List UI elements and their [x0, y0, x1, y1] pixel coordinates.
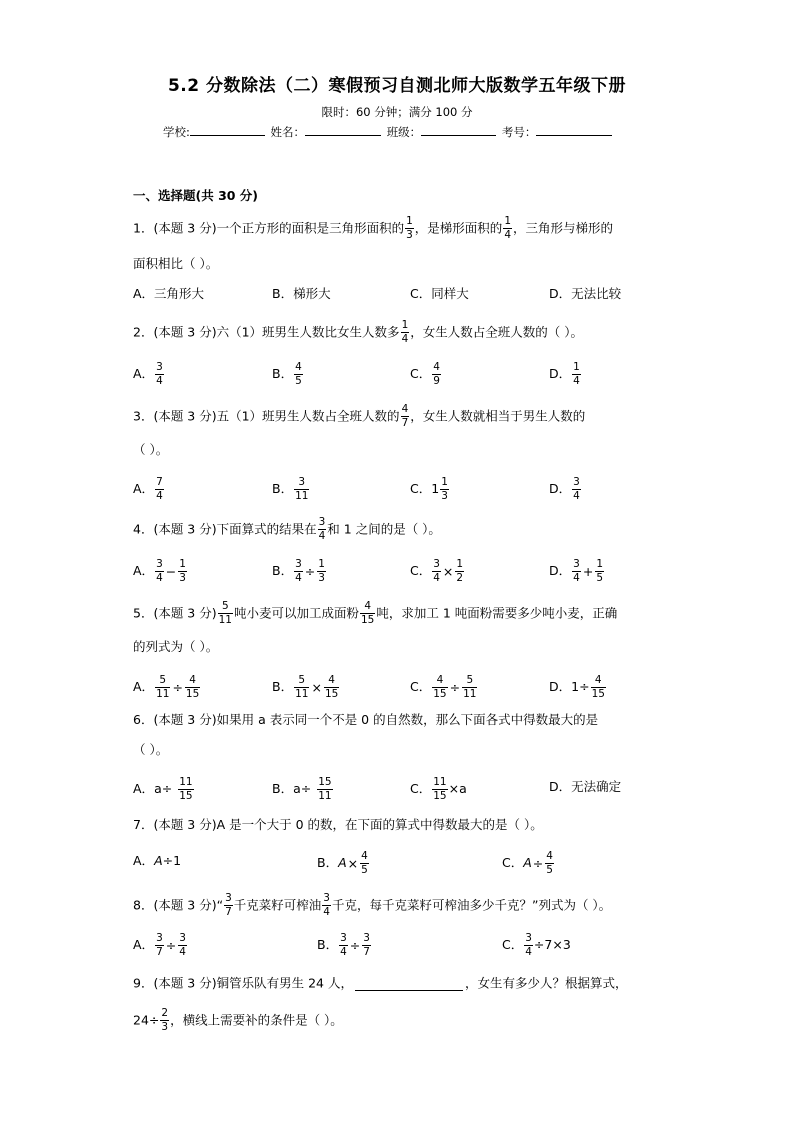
numerator: 3: [298, 476, 306, 488]
numerator: 3: [323, 892, 330, 904]
text-segment: 3．(本题 3 分)五（1）班男生人数占全班人数的: [133, 408, 400, 424]
denominator: 15: [179, 790, 193, 802]
text-segment: B．: [272, 781, 294, 796]
denominator: 4: [323, 906, 330, 918]
operator: ÷: [172, 679, 183, 695]
q7-option-a[interactable]: [133, 851, 181, 871]
numerator: 11: [433, 776, 447, 788]
denominator: 4: [156, 375, 163, 387]
numerator: 1: [318, 558, 325, 570]
q4-option-d[interactable]: [549, 559, 605, 584]
question-5-line2: 的列式为（ ）。: [133, 639, 219, 654]
school-label: 学校:: [163, 125, 190, 139]
text-segment: D．: [549, 481, 572, 496]
denominator: 3: [441, 490, 448, 502]
denominator: 3: [318, 572, 325, 584]
operator: ÷: [165, 937, 177, 953]
fraction: [218, 601, 233, 626]
fraction: [362, 933, 371, 958]
numerator: 3: [156, 558, 163, 570]
numerator: 1: [596, 558, 603, 570]
fraction: [432, 362, 441, 387]
numerator: 3: [573, 476, 580, 488]
denominator: 5: [295, 375, 302, 387]
text-segment: B．: [272, 481, 294, 496]
denominator: 5: [596, 572, 603, 584]
fraction: [401, 404, 410, 429]
numerator: 4: [364, 600, 372, 612]
text-segment: B．: [272, 679, 294, 694]
denominator: 4: [525, 946, 532, 958]
text-segment: B．: [317, 937, 339, 952]
text-segment: ，女生人数占全班人数的（ ）。: [410, 324, 583, 340]
numerator: 3: [156, 361, 163, 373]
numerator: 3: [340, 932, 347, 944]
q5-option-c[interactable]: [410, 675, 478, 700]
text-segment: 千克菜籽可榨油: [233, 897, 322, 913]
fraction: [524, 933, 533, 958]
numerator: 4: [594, 674, 602, 686]
fraction: [545, 851, 554, 876]
student-info-line: [163, 123, 614, 140]
denominator: 4: [340, 946, 347, 958]
q8-option-c[interactable]: [502, 933, 571, 958]
text-segment: A．: [133, 781, 155, 796]
denominator: 3: [406, 229, 413, 241]
q4-option-c[interactable]: [410, 559, 465, 584]
q7-option-c[interactable]: [502, 851, 555, 876]
fraction: [224, 893, 233, 918]
q3-option-b[interactable]: [272, 477, 310, 502]
class-label: 班级：: [386, 125, 422, 139]
q4-option-b[interactable]: [272, 559, 327, 584]
q4-option-a[interactable]: [133, 559, 188, 584]
numerator: 1: [504, 215, 511, 227]
q2-option-c[interactable]: [410, 362, 442, 387]
denominator: 11: [318, 790, 332, 802]
text-segment: 8．(本题 3 分)“: [133, 897, 224, 913]
numerator: 3: [573, 558, 580, 570]
numerator: 3: [363, 932, 370, 944]
text-segment: ÷1: [162, 853, 182, 868]
text-segment: D．: [549, 366, 572, 381]
numerator: 3: [433, 558, 440, 570]
question-8: [133, 893, 611, 918]
fraction: [591, 675, 606, 700]
numerator: 4: [546, 850, 553, 862]
text-segment: 1．(本题 3 分)一个正方形的面积是三角形面积的: [133, 220, 405, 236]
numerator: 4: [436, 674, 444, 686]
q1-option-b[interactable]: B．梯形大: [272, 286, 331, 301]
fraction: [155, 477, 164, 502]
question-3-line2: （ ）。: [133, 442, 169, 457]
fraction: [160, 1008, 169, 1033]
operator: ÷: [532, 855, 544, 871]
numerator: 4: [433, 361, 440, 373]
operator: −: [165, 563, 177, 579]
text-segment: 4．(本题 3 分)下面算式的结果在: [133, 521, 317, 537]
q2-option-d[interactable]: [549, 362, 582, 387]
fraction: [294, 675, 309, 700]
operator: ×: [311, 679, 322, 695]
denominator: 7: [363, 946, 370, 958]
fraction: [401, 320, 410, 345]
exam-no-field[interactable]: [536, 123, 612, 136]
answer-blank[interactable]: [355, 976, 463, 991]
text-segment: C．: [502, 937, 524, 952]
fraction: [178, 777, 193, 802]
fraction: [185, 675, 200, 700]
text-segment: A．: [133, 481, 155, 496]
operator: +: [582, 563, 594, 579]
text-segment: A: [338, 855, 347, 870]
fraction: [178, 559, 187, 584]
text-segment: A．: [133, 853, 155, 868]
numerator: 3: [525, 932, 532, 944]
numerator: 3: [295, 558, 302, 570]
fraction: [317, 559, 326, 584]
fraction: [294, 362, 303, 387]
q2-option-b[interactable]: [272, 362, 304, 387]
exam-no-label: 考号：: [501, 125, 537, 139]
q5-option-a[interactable]: [133, 675, 201, 700]
denominator: 15: [433, 790, 447, 802]
numerator: 3: [156, 932, 163, 944]
question-2: [133, 320, 583, 345]
text-segment: D．: [549, 563, 572, 578]
name-field[interactable]: [305, 123, 381, 136]
denominator: 15: [591, 688, 605, 700]
text-segment: B．: [317, 855, 339, 870]
q6-option-d[interactable]: D．无法确定: [549, 779, 622, 794]
time-limit-text: 限时：60 分钟；满分 100 分: [321, 105, 473, 119]
text-segment: 吨，求加工 1 吨面粉需要多少吨小麦，正确: [376, 605, 618, 621]
fraction: [360, 601, 375, 626]
text-segment: A．: [133, 366, 155, 381]
numerator: 4: [189, 674, 196, 686]
numerator: 11: [179, 776, 193, 788]
denominator: 4: [156, 572, 163, 584]
operator: ÷: [449, 679, 461, 695]
text-segment: A．: [133, 563, 155, 578]
denominator: 15: [185, 688, 200, 700]
numerator: 5: [159, 674, 167, 686]
denominator: 4: [401, 333, 409, 345]
text-segment: 2．(本题 3 分)六（1）班男生人数比女生人数多: [133, 324, 400, 340]
fraction: [405, 216, 414, 241]
text-segment: 1: [431, 481, 440, 496]
fraction: [462, 675, 477, 700]
q6-option-a[interactable]: [133, 777, 195, 802]
page-title: 5.2 分数除法（二）寒假预习自测北师大版数学五年级下册: [167, 76, 627, 96]
numerator: 1: [573, 361, 580, 373]
numerator: 5: [298, 674, 306, 686]
text-segment: A: [523, 855, 532, 870]
question-1-line2: 面积相比（ ）。: [133, 256, 219, 271]
question-3: [133, 404, 585, 429]
q7-option-b[interactable]: [317, 851, 370, 876]
text-segment: ，三角形与梯形的: [513, 220, 614, 236]
text-segment: 千克，每千克菜籽可榨油多少千克？”列式为（ ）。: [331, 897, 612, 913]
text-segment: B．: [272, 366, 294, 381]
denominator: 7: [156, 946, 163, 958]
fraction: [178, 933, 187, 958]
denominator: 11: [463, 688, 477, 700]
fraction: [294, 559, 303, 584]
text-segment: C．: [410, 481, 432, 496]
question-4: [133, 517, 441, 542]
denominator: 4: [573, 572, 580, 584]
denominator: 15: [361, 614, 375, 626]
numerator: 4: [295, 361, 302, 373]
text-segment: C．: [410, 781, 432, 796]
operator: ×: [442, 563, 454, 579]
q2-option-a[interactable]: [133, 362, 165, 387]
denominator: 4: [179, 946, 186, 958]
fraction: [455, 559, 464, 584]
school-field[interactable]: [190, 123, 265, 136]
q1-option-d[interactable]: D．无法比较: [549, 286, 622, 301]
text-segment: 吨小麦可以加工成面粉: [233, 605, 359, 621]
q8-option-b[interactable]: [317, 933, 372, 958]
fraction: [318, 517, 327, 542]
text-segment: ，女生有多少人？根据算式，: [464, 975, 628, 991]
denominator: 4: [573, 490, 580, 502]
fraction: [317, 777, 332, 802]
numerator: 1: [406, 215, 413, 227]
denominator: 4: [295, 572, 302, 584]
numerator: 5: [221, 600, 229, 612]
operator: ÷: [349, 937, 361, 953]
q3-option-d[interactable]: [549, 477, 582, 502]
denominator: 4: [433, 572, 440, 584]
fraction: [432, 675, 447, 700]
text-segment: C．: [410, 366, 432, 381]
denominator: 15: [433, 688, 447, 700]
denominator: 5: [361, 864, 368, 876]
q8-option-a[interactable]: [133, 933, 188, 958]
numerator: 15: [318, 776, 332, 788]
text-segment: B．: [272, 563, 294, 578]
numerator: 4: [401, 403, 409, 415]
fraction: [360, 851, 369, 876]
text-segment: ，是梯形面积的: [414, 220, 503, 236]
denominator: 4: [573, 375, 580, 387]
fraction: [155, 933, 164, 958]
numerator: 3: [179, 932, 186, 944]
name-label: 姓名：: [270, 125, 306, 139]
question-5: [133, 601, 617, 626]
fraction: [432, 777, 447, 802]
numerator: 1: [179, 558, 186, 570]
q1-option-c[interactable]: C．同样大: [410, 286, 469, 301]
numerator: 4: [361, 850, 368, 862]
question-9-line2: [133, 1008, 343, 1033]
fraction: [432, 559, 441, 584]
text-segment: C．: [502, 855, 524, 870]
denominator: 4: [318, 530, 326, 542]
denominator: 2: [456, 572, 464, 584]
denominator: 9: [433, 375, 440, 387]
text-segment: 24÷: [133, 1012, 160, 1028]
text-segment: ×a: [448, 781, 467, 796]
numerator: 3: [225, 892, 232, 904]
text-segment: 和 1 之间的是（ ）。: [327, 521, 441, 537]
text-segment: 9．(本题 3 分)铜管乐队有男生 24 人，: [133, 975, 353, 991]
class-field[interactable]: [421, 123, 496, 136]
numerator: 1: [456, 558, 464, 570]
fraction: [572, 477, 581, 502]
question-6-line2: （ ）。: [133, 742, 169, 757]
denominator: 5: [546, 864, 553, 876]
q3-option-c[interactable]: [410, 477, 450, 502]
numerator: 5: [466, 674, 474, 686]
numerator: 4: [328, 674, 335, 686]
fraction: [503, 216, 512, 241]
denominator: 3: [179, 572, 186, 584]
denominator: 3: [161, 1021, 169, 1033]
denominator: 11: [295, 688, 309, 700]
q5-option-b[interactable]: [272, 675, 340, 700]
fraction: [155, 675, 170, 700]
numerator: 1: [441, 476, 448, 488]
denominator: 11: [156, 688, 170, 700]
denominator: 7: [401, 417, 409, 429]
text-segment: 1÷: [571, 679, 590, 694]
fraction: [339, 933, 348, 958]
section-title: 一、选择题(共 30 分): [133, 188, 259, 203]
operator: ÷: [304, 563, 316, 579]
fraction: [155, 362, 164, 387]
operator: ×: [347, 855, 359, 871]
question-6: 6．(本题 3 分)如果用 a 表示同一个不是 0 的自然数，那么下面各式中得数最大的是: [133, 712, 599, 727]
fraction: [595, 559, 604, 584]
q6-option-c[interactable]: [410, 777, 467, 802]
denominator: 4: [504, 229, 511, 241]
question-1: [133, 216, 613, 241]
text-segment: a÷: [293, 781, 312, 796]
fraction: [324, 675, 339, 700]
text-segment: A: [154, 853, 163, 868]
fraction: [155, 559, 164, 584]
fraction: [572, 559, 581, 584]
text-segment: ÷7×3: [533, 937, 571, 952]
q5-option-d[interactable]: [549, 675, 607, 700]
text-segment: C．: [410, 679, 432, 694]
numerator: 2: [161, 1007, 169, 1019]
text-segment: ，女生人数就相当于男生人数的: [410, 408, 586, 424]
text-segment: 5．(本题 3 分): [133, 605, 217, 621]
denominator: 15: [324, 688, 339, 700]
fraction: [294, 477, 309, 502]
text-segment: A．: [133, 679, 155, 694]
numerator: 1: [401, 319, 409, 331]
fraction: [322, 893, 331, 918]
numerator: 7: [156, 476, 163, 488]
denominator: 7: [225, 906, 232, 918]
text-segment: A．: [133, 937, 155, 952]
fraction: [572, 362, 581, 387]
q3-option-a[interactable]: [133, 477, 165, 502]
text-segment: D．: [549, 679, 572, 694]
q6-option-b[interactable]: [272, 777, 334, 802]
text-segment: a÷: [154, 781, 173, 796]
denominator: 11: [295, 490, 309, 502]
question-9: [133, 973, 627, 994]
q1-option-a[interactable]: A．三角形大: [133, 286, 205, 301]
numerator: 3: [318, 516, 326, 528]
question-7: 7．(本题 3 分)A 是一个大于 0 的数，在下面的算式中得数最大的是（ ）。: [133, 817, 543, 832]
denominator: 4: [156, 490, 163, 502]
text-segment: C．: [410, 563, 432, 578]
fraction: [440, 477, 449, 502]
text-segment: ，横线上需要补的条件是（ ）。: [170, 1012, 343, 1028]
denominator: 11: [218, 614, 232, 626]
